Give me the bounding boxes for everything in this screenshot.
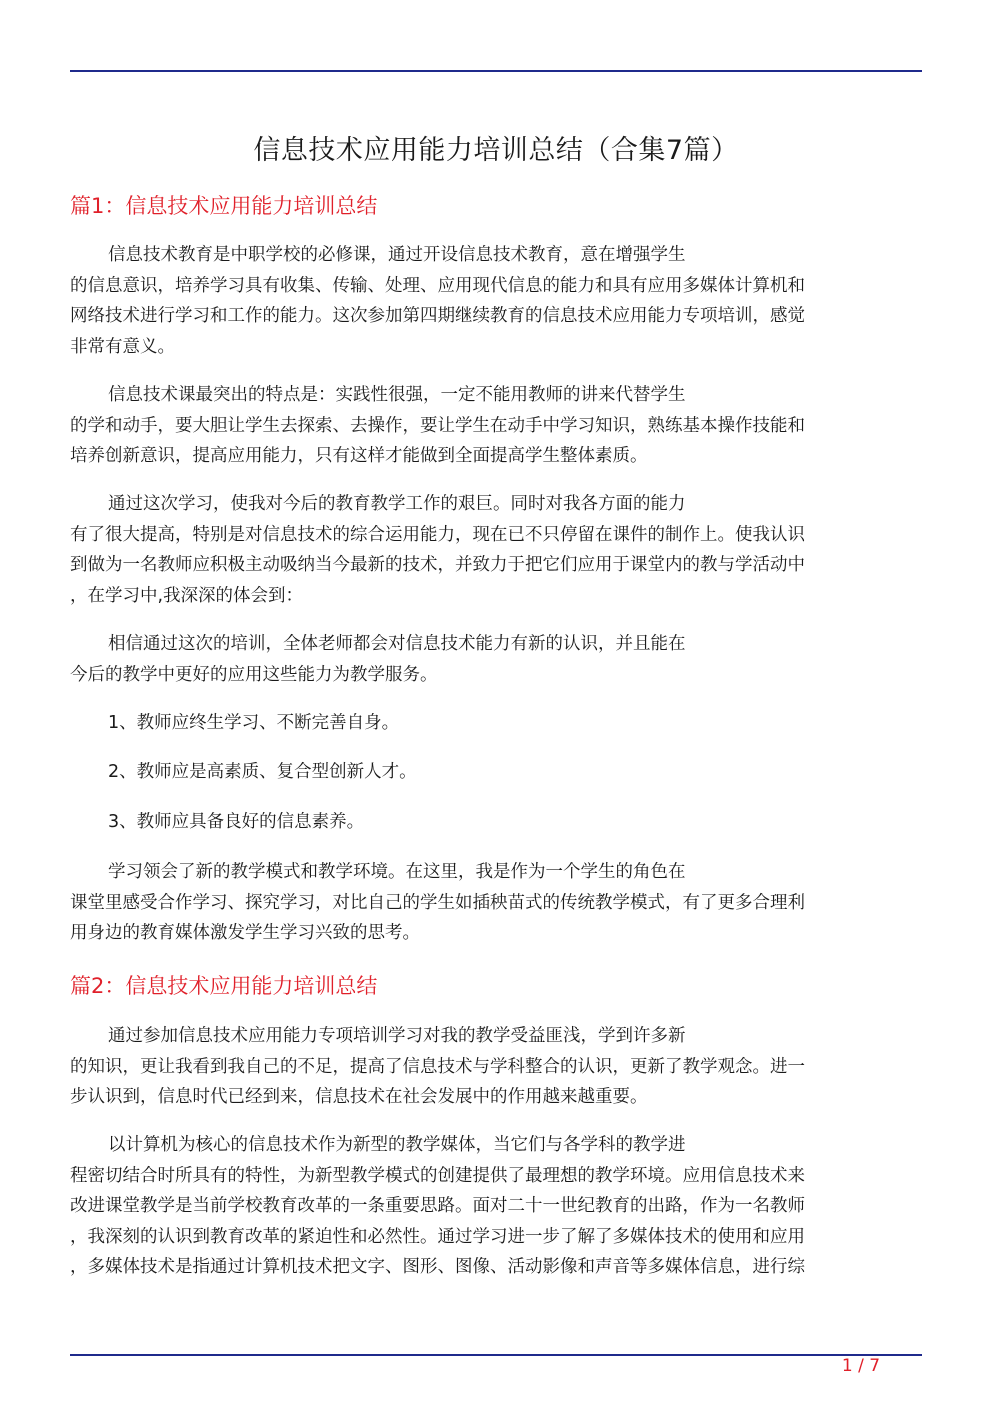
list-item-text: 3、教师应具备良好的信息素养。 — [108, 812, 365, 832]
paragraph — [70, 240, 922, 362]
paragraph — [70, 629, 922, 690]
paragraph-line: 今后的教学中更好的应用这些能力为教学服务。 — [70, 664, 438, 685]
paragraph-line: 信息技术课最突出的特点是：实践性很强，一定不能用教师的讲来代替学生 — [108, 385, 686, 405]
list-item — [70, 708, 922, 739]
paragraph-line: 改进课堂教学是当前学校教育改革的一条重要思路。面对二十一世纪教育的出路，作为一名教师 — [70, 1196, 805, 1216]
footer-rule — [70, 1354, 922, 1356]
paragraph-line: 信息技术教育是中职学校的必修课，通过开设信息技术教育，意在增强学生 — [108, 245, 686, 265]
paragraph-line: 步认识到，信息时代已经到来，信息技术在社会发展中的作用越来越重要。 — [70, 1087, 648, 1107]
list-item-text: 2、教师应是高素质、复合型创新人才。 — [108, 762, 417, 782]
paragraph-line: 以计算机为核心的信息技术作为新型的教学媒体，当它们与各学科的教学进 — [108, 1135, 686, 1155]
paragraph-line: 的信息意识，培养学习具有收集、传输、处理、应用现代信息的能力和具有应用多媒体计算机和 — [70, 275, 805, 296]
paragraph-line: 课堂里感受合作学习、探究学习，对比自己的学生如插秧苗式的传统教学模式，有了更多合理利 — [70, 892, 805, 913]
paragraph-line: 程密切结合时所具有的特性，为新型教学模式的创建提供了最理想的教学环境。应用信息技术来 — [70, 1165, 805, 1186]
paragraph-line: 相信通过这次的培训，全体老师都会对信息技术能力有新的认识，并且能在 — [108, 634, 686, 654]
paragraph-line: ，多媒体技术是指通过计算机技术把文字、图形、图像、活动影像和声音等多媒体信息，进行综 — [70, 1257, 805, 1277]
paragraph-line: 的知识，更让我看到我自己的不足，提高了信息技术与学科整合的认识，更新了教学观念。进一 — [70, 1056, 805, 1077]
list-item — [70, 807, 922, 838]
section-heading-1: 篇1：信息技术应用能力培训总结 — [70, 194, 378, 218]
paragraph-line: 非常有意义。 — [70, 336, 175, 357]
paragraph — [70, 1130, 922, 1283]
list-item — [70, 757, 922, 788]
paragraph — [70, 380, 922, 472]
paragraph — [70, 489, 922, 611]
paragraph-line: 到做为一名教师应积极主动吸纳当今最新的技术，并致力于把它们应用于课堂内的教与学活动中 — [70, 555, 805, 575]
paragraph-line: 培养创新意识，提高应用能力，只有这样才能做到全面提高学生整体素质。 — [70, 446, 648, 466]
paragraph-line: ，在学习中,我深深的体会到： — [70, 585, 304, 606]
paragraph-line: 网络技术进行学习和工作的能力。这次参加第四期继续教育的信息技术应用能力专项培训，感觉 — [70, 306, 805, 326]
section-heading-2: 篇2：信息技术应用能力培训总结 — [70, 974, 378, 998]
paragraph-line: 通过参加信息技术应用能力专项培训学习对我的教学受益匪浅，学到许多新 — [108, 1026, 686, 1046]
document-title: 信息技术应用能力培训总结（合集7篇） — [253, 135, 739, 166]
page-number: 1 / 7 — [841, 1356, 881, 1376]
paragraph — [70, 857, 922, 949]
paragraph — [70, 1021, 922, 1113]
paragraph-line: 有了很大提高，特别是对信息技术的综合运用能力，现在已不只停留在课件的制作上。使我认识 — [70, 524, 805, 545]
paragraph-line: ，我深刻的认识到教育改革的紧迫性和必然性。通过学习进一步了解了多媒体技术的使用和应用 — [70, 1226, 805, 1247]
paragraph-line: 学习领会了新的教学模式和教学环境。在这里，我是作为一个学生的角色在 — [108, 862, 686, 882]
paragraph-line: 用身边的教育媒体激发学生学习兴致的思考。 — [70, 923, 420, 943]
header-rule — [70, 70, 922, 72]
list-item-text: 1、教师应终生学习、不断完善自身。 — [108, 713, 400, 733]
paragraph-line: 的学和动手，要大胆让学生去探索、去操作，要让学生在动手中学习知识，熟练基本操作技能和 — [70, 415, 805, 436]
paragraph-line: 通过这次学习，使我对今后的教育教学工作的艰巨。同时对我各方面的能力 — [108, 494, 686, 514]
